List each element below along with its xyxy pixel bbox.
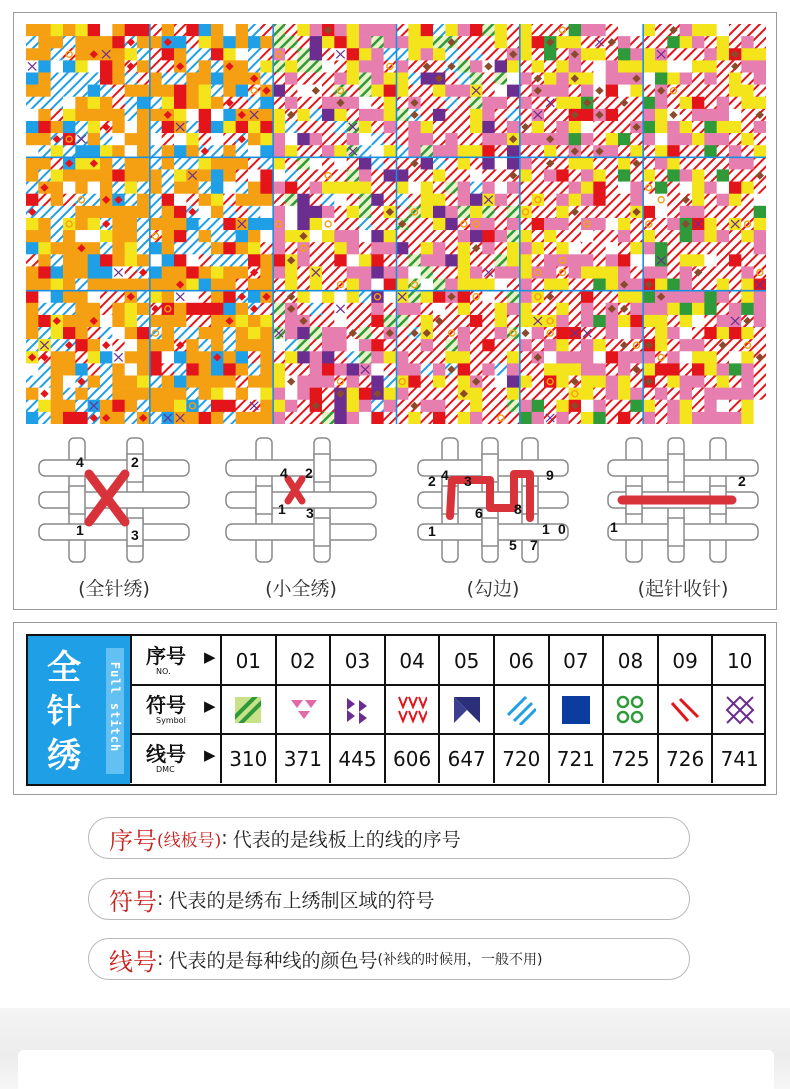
point-label: 1: [278, 501, 286, 517]
legend-symbol-cell: [602, 685, 657, 734]
note-number: 序号 (线板号) : 代表的是线板上的线的序号: [88, 817, 690, 859]
note-dmc: 线号 : 代表的是每种线的颜色号 (补线的时候用，一般不用): [88, 938, 690, 980]
row-label-symbol: 符号 Symbol ▶: [130, 685, 220, 734]
row-label-dmc: 线号 DMC ▶: [130, 734, 220, 783]
point-label: 2: [738, 473, 746, 489]
title-char: 全: [47, 648, 81, 688]
demo-caption: (全针绣): [78, 578, 150, 600]
legend-number-cell: 10: [711, 636, 766, 685]
legend-symbol-cell: [438, 685, 493, 734]
legend-symbol-cell: [657, 685, 712, 734]
legend-dmc-cell: 371: [275, 734, 330, 783]
legend-number-cell: 08: [602, 636, 657, 685]
legend-dmc-cell: 647: [438, 734, 493, 783]
row-label-number: 序号 NO. ▶: [130, 636, 220, 685]
half-cross-demo: [216, 436, 386, 606]
blue-square-icon: [562, 696, 590, 724]
title-char: 绣: [47, 736, 81, 776]
legend-number-cell: 07: [548, 636, 603, 685]
legend-number-cell: 02: [275, 636, 330, 685]
backstitch-diagram: [408, 436, 578, 566]
legend-number-cell: 04: [384, 636, 439, 685]
pattern-panel: [13, 12, 777, 610]
legend-number-cell: 06: [493, 636, 548, 685]
legend-dmc-cell: 606: [384, 734, 439, 783]
point-label: 1: [428, 523, 436, 539]
legend-dmc-cell: 741: [711, 734, 766, 783]
legend-number-cell: 01: [220, 636, 275, 685]
point-label: 8: [514, 501, 522, 517]
point-label: 2: [305, 465, 313, 481]
red-diagonal-lines-icon: [670, 695, 700, 725]
legend-symbol-cell: [493, 685, 548, 734]
legend-symbol-cell: [548, 685, 603, 734]
legend-panel: [13, 622, 777, 795]
legend-dmc-cell: 721: [548, 734, 603, 783]
legend-dmc-cell: 726: [657, 734, 712, 783]
note-symbol: 符号 : 代表的是绣布上绣制区域的符号: [88, 878, 690, 920]
arrow-icon: ▶: [204, 697, 216, 715]
point-label: 9: [546, 467, 554, 483]
legend-symbol-cell: [275, 685, 330, 734]
legend-dmc-cell: 725: [602, 734, 657, 783]
pink-triangles-icon: [289, 698, 317, 722]
point-label: 2: [131, 454, 139, 470]
point-label: 7: [530, 537, 538, 553]
cross-stitch-pattern-chart: [26, 24, 766, 424]
point-label: 4: [280, 465, 288, 481]
small-full-stitch-diagram: [216, 436, 386, 566]
point-label: 1: [76, 522, 84, 538]
full-stitch-diagram: [29, 436, 199, 566]
demo-caption: (小全绣): [265, 578, 337, 600]
point-label: 2: [428, 473, 436, 489]
bottom-card: [18, 1050, 774, 1089]
legend-symbol-cell: [384, 685, 439, 734]
purple-cross-hatch-icon: [725, 695, 755, 725]
outline-stitch-demo: [408, 436, 578, 606]
legend-dmc-cell: 445: [329, 734, 384, 783]
green-diagonal-stripes-icon: [235, 697, 261, 723]
point-label: 3: [131, 527, 139, 543]
red-v-marks-icon: [397, 695, 427, 725]
thread-legend-table: [26, 634, 766, 786]
legend-symbol-cell: [711, 685, 766, 734]
point-label: 1: [542, 521, 550, 537]
point-label: 3: [464, 473, 472, 489]
point-label: 0: [558, 521, 566, 537]
arrow-icon: ▶: [204, 648, 216, 666]
point-label: 5: [509, 537, 517, 553]
point-label: 4: [441, 467, 449, 483]
point-label: 4: [76, 454, 84, 470]
legend-title: [28, 636, 130, 784]
start-finish-diagram: [598, 436, 768, 566]
title-char: 针: [47, 692, 81, 732]
legend-number-cell: 03: [329, 636, 384, 685]
arrow-icon: ▶: [204, 746, 216, 764]
point-label: 6: [475, 505, 483, 521]
legend-dmc-cell: 720: [493, 734, 548, 783]
full-stitch-demo: [29, 436, 199, 606]
legend-dmc-cell: 310: [220, 734, 275, 783]
start-end-stitch-demo: [598, 436, 768, 606]
blue-diagonal-lines-icon: [506, 695, 536, 725]
legend-subtitle: Full stitch: [106, 648, 124, 774]
purple-triangles-icon: [345, 696, 369, 724]
legend-symbol-cell: [220, 685, 275, 734]
demo-caption: (起针收针): [637, 578, 729, 600]
demo-caption: (勾边): [466, 578, 520, 600]
point-label: 1: [610, 519, 618, 535]
legend-number-cell: 05: [438, 636, 493, 685]
green-circles-icon: [615, 695, 645, 725]
point-label: 3: [306, 505, 314, 521]
legend-number-cell: 09: [657, 636, 712, 685]
navy-half-triangle-icon: [454, 697, 480, 723]
legend-symbol-cell: [329, 685, 384, 734]
